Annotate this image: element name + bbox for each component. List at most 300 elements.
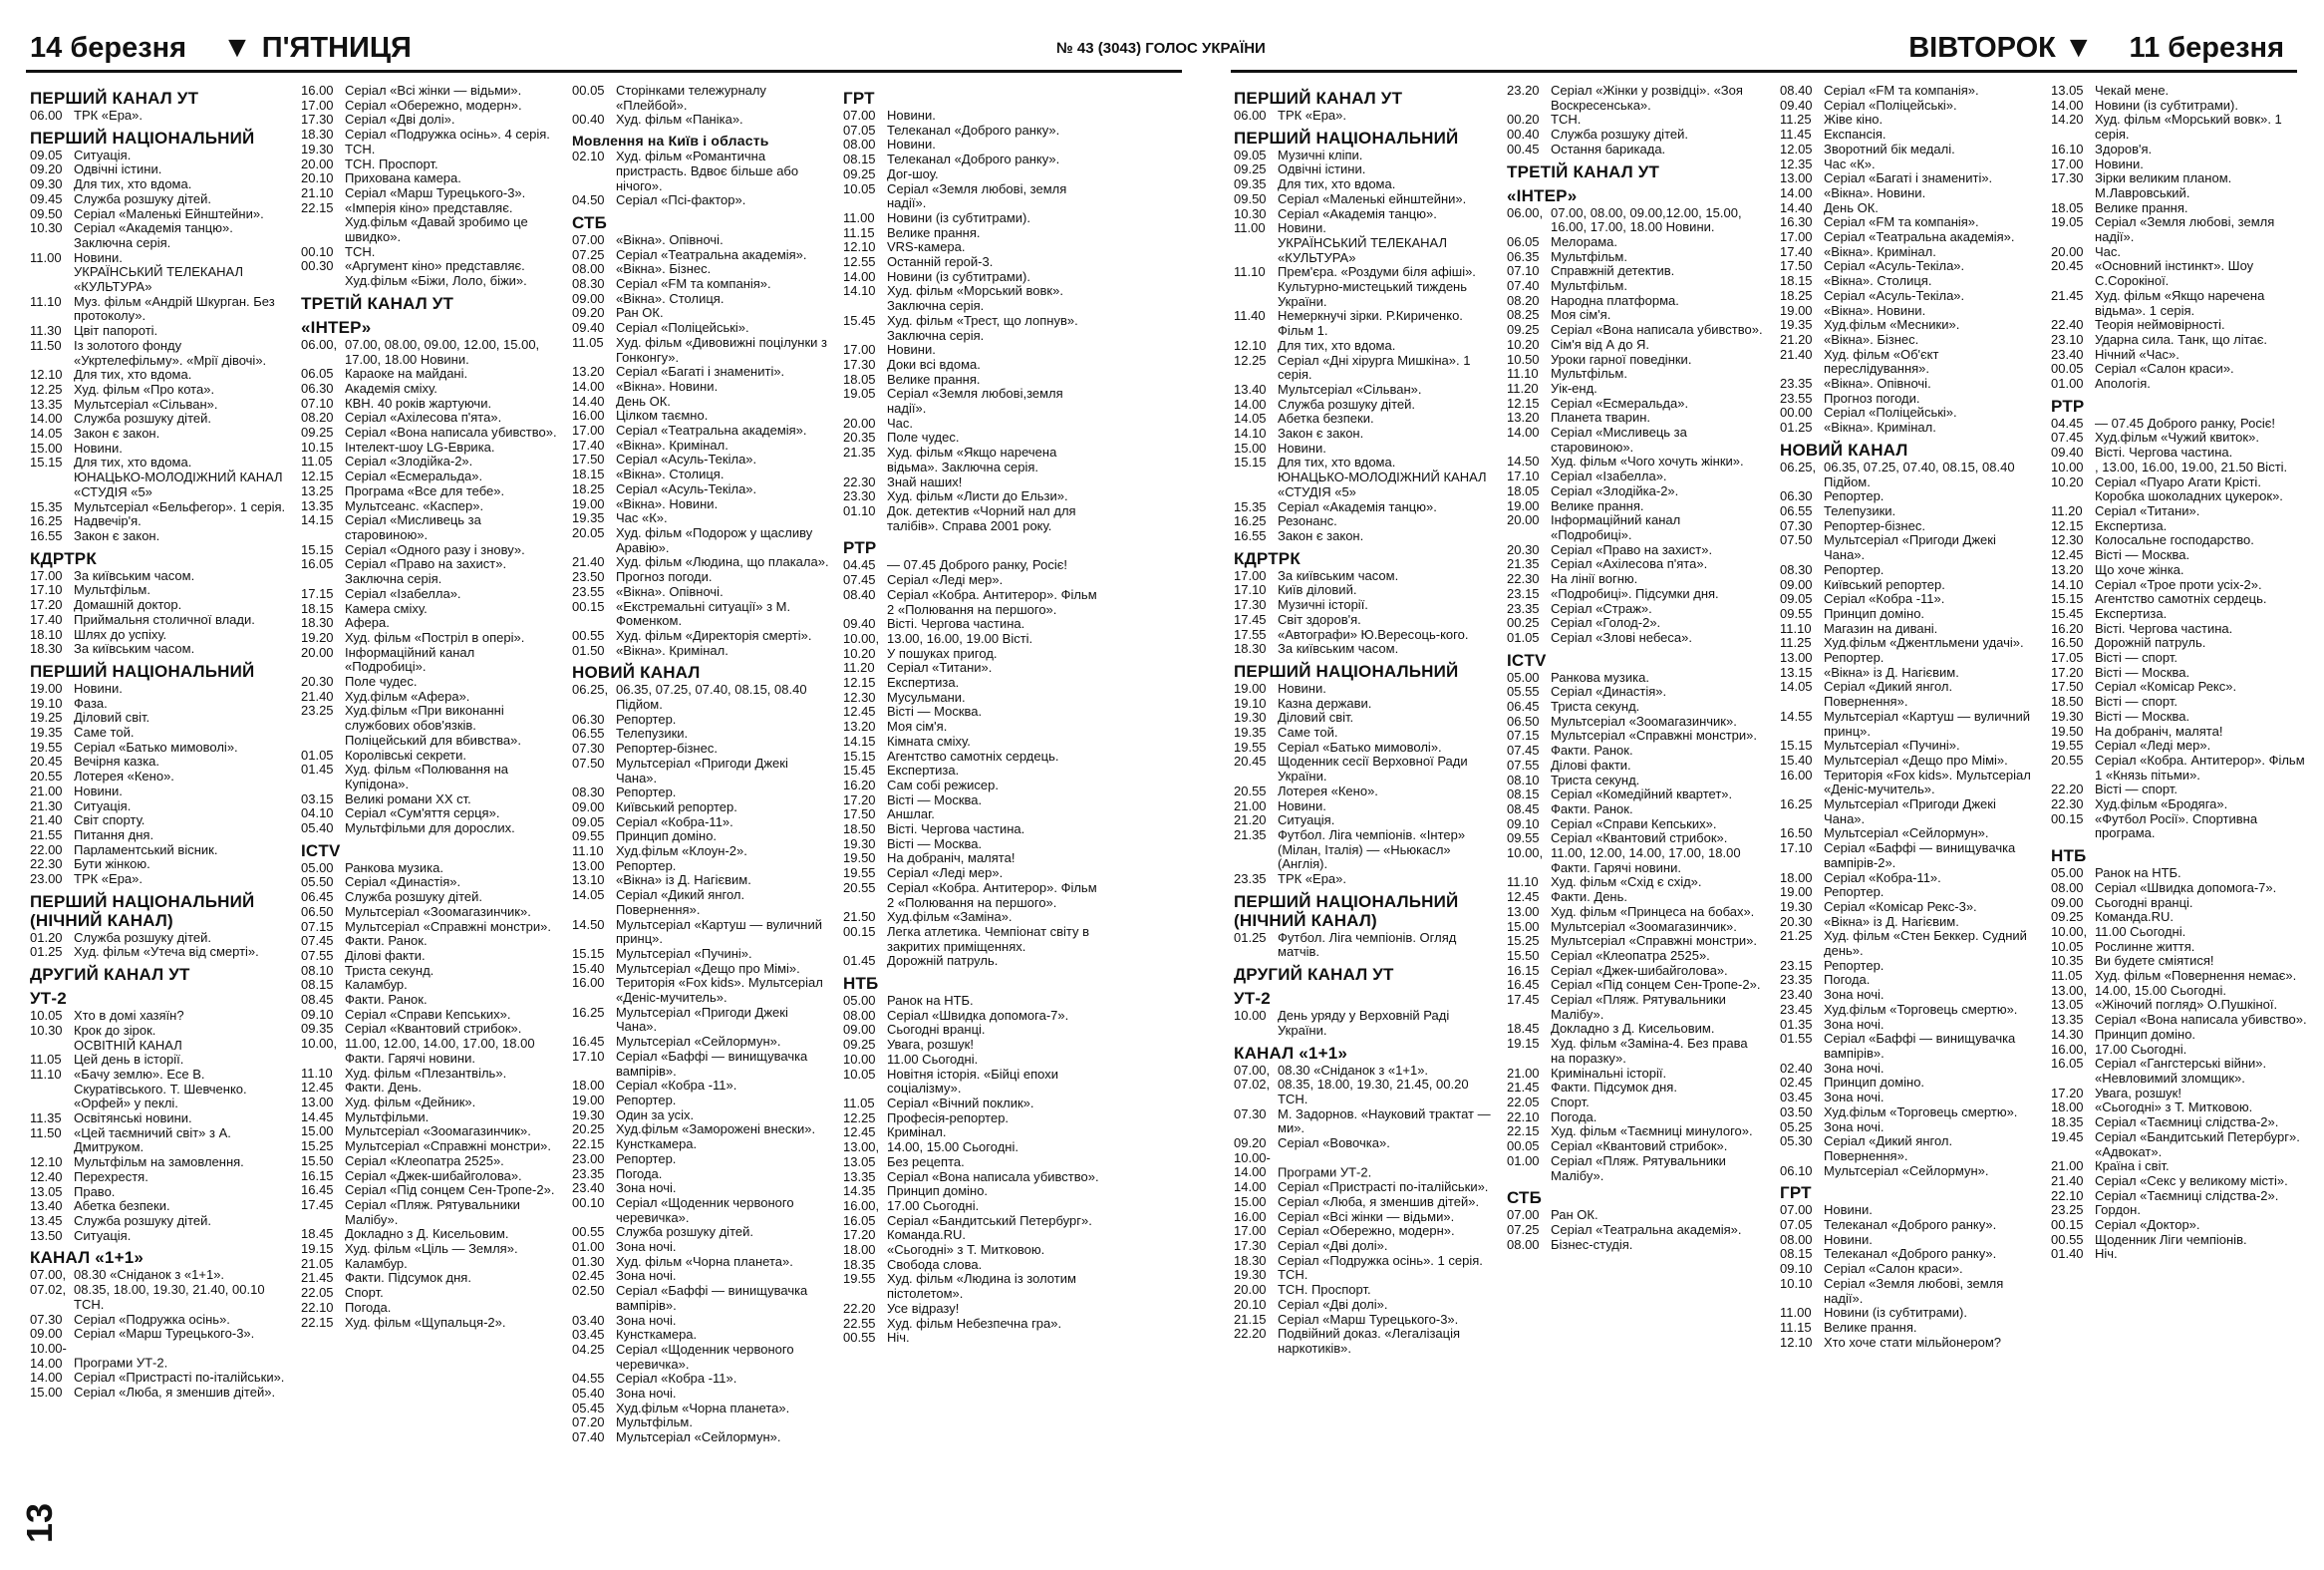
program-title: Хто в домі хазяїн? [74, 1008, 184, 1024]
program-title: Худ. фільм «Стен Беккер. Судний день». [1824, 928, 2027, 959]
program-time: 12.25 [843, 1109, 876, 1125]
program-entry [1507, 831, 1764, 846]
program-time: 19.35 [30, 725, 63, 741]
program-title: Дорожній патруль. [887, 953, 999, 969]
program-time: 10.30 [30, 220, 63, 236]
program-entry [2051, 563, 2308, 578]
program-time: 05.00 [843, 993, 876, 1009]
right-day: ВІВТОРОК [1908, 31, 2056, 64]
program-title: Для тих, хто вдома. [74, 367, 192, 383]
program-entry [1234, 583, 1491, 598]
program-entry [572, 262, 829, 277]
program-title: Мультсеріал «Справжні монстри». [345, 918, 552, 934]
program-time: 01.05 [301, 747, 334, 763]
program-time: 06.10 [1780, 1162, 1813, 1178]
program-time: 07.05 [843, 122, 876, 138]
program-entry [301, 806, 558, 821]
program-entry [843, 109, 1100, 124]
program-title: Немеркнучі зірки. Р.Кириченко. Фільм 1. [1278, 308, 1463, 339]
program-title: «Вікна» із Д. Нагієвим. [1824, 664, 1959, 680]
program-entry [301, 171, 558, 186]
program-entry [1507, 729, 1764, 744]
program-title: Серіал «Право на захист». Заключна серія. [345, 556, 507, 587]
program-entry [1507, 411, 1764, 426]
program-entry [301, 949, 558, 964]
program-title: «Імперія кіно» представляє. Худ.фільм «Давай зробимо це швидко». [345, 199, 528, 245]
program-time: 23.40 [1780, 987, 1813, 1003]
program-title: Магазин на дивані. [1824, 620, 1938, 636]
program-entry [30, 221, 287, 250]
program-entry [30, 412, 287, 427]
program-title: Серіал «Джек-шибайголова». [345, 1167, 522, 1183]
program-entry [1507, 1110, 1764, 1125]
program-title: Серіал «Пуаро Агати Крісті. Коробка шоколадних цукерок». [2095, 473, 2283, 504]
program-entry [2051, 797, 2308, 812]
program-title: Мультсеріал «Сільван». [1278, 381, 1422, 397]
program-time: 21.10 [301, 184, 334, 200]
program-title: Серіал «Пристрасті по-італійськи». [1278, 1179, 1489, 1195]
program-entry [1234, 828, 1491, 872]
program-title: Музичні історії. [1278, 597, 1368, 613]
program-time: 12.45 [301, 1080, 334, 1096]
program-title: «Вікна». Бізнес. [1824, 331, 1919, 347]
program-entry [572, 409, 829, 424]
program-title: Худ. фільм «Схід є схід». [1551, 874, 1702, 890]
program-entry [1780, 607, 2037, 622]
channel-heading: УТ-2 [1234, 989, 1271, 1009]
program-entry [1507, 715, 1764, 730]
program-time: 16.15 [1507, 962, 1540, 978]
program-time: 04.45 [843, 557, 876, 573]
program-entry [2051, 1174, 2308, 1189]
program-time: 13.00, [2051, 982, 2088, 998]
channel-heading: РТР [2051, 396, 2085, 416]
program-time: 12.55 [843, 254, 876, 270]
program-time: 10.05 [30, 1008, 63, 1024]
program-title: Мультсеріал «Пригоди Джекі Чана». [1824, 532, 1996, 563]
program-title: Вісті — спорт. [2095, 782, 2178, 797]
program-title: Погода. [345, 1299, 392, 1315]
program-title: Серіал «Академія танцю». Заключна серія. [74, 220, 233, 250]
channel-heading: НТБ [843, 974, 879, 994]
program-title: Територія «Fox kids». Мультсеріал «Деніс-мучитель». [1824, 767, 2031, 797]
program-title: Парламентський вісник. [74, 841, 218, 857]
program-title: Серіал «Вона написала убивство». [2095, 1012, 2307, 1028]
program-entry [30, 1009, 287, 1024]
program-entry [30, 368, 287, 383]
program-time: 01.10 [843, 502, 876, 518]
program-time: 13.05 [2051, 997, 2084, 1013]
program-entry [1780, 1003, 2037, 1018]
program-title: Триста секунд. [345, 962, 435, 978]
program-entry [30, 427, 287, 442]
program-title: КВН. 40 років жартуючи. [345, 395, 492, 411]
program-entry [30, 931, 287, 946]
program-time: 12.45 [843, 1124, 876, 1140]
program-entry [301, 1096, 558, 1110]
program-title: «Футбол Росії». Спортивна програма. [2095, 810, 2258, 841]
program-time: 17.50 [572, 452, 605, 468]
program-entry [1507, 1208, 1764, 1223]
program-title: Зона ночі. [1824, 1090, 1885, 1105]
program-title: Рослинне життя. [2095, 938, 2195, 954]
program-time: 17.00 [572, 423, 605, 439]
program-entry [1234, 755, 1491, 784]
program-title: Серіал «Салон краси». [1824, 1261, 1963, 1277]
program-entry [1234, 162, 1491, 177]
program-title: Кримінальні історії. [1551, 1065, 1667, 1081]
program-time: 10.50 [1507, 351, 1540, 367]
program-entry [1234, 799, 1491, 814]
program-entry [1507, 802, 1764, 817]
program-time: 14.40 [572, 393, 605, 409]
program-time: 23.10 [2051, 331, 2084, 347]
program-time: 13.20 [843, 719, 876, 735]
program-entry [1780, 533, 2037, 562]
program-time: 17.20 [2051, 1085, 2084, 1100]
program-title: Експертиза. [887, 763, 960, 779]
program-title: Телеканал «Доброго ранку». [1824, 1217, 1997, 1233]
program-entry [1234, 1009, 1491, 1038]
program-title: Резонанс. [1278, 513, 1337, 529]
program-time: 15.40 [1780, 752, 1813, 768]
program-entry [1234, 1254, 1491, 1269]
program-title: Мультсеріал «Пригоди Джекі Чана». [616, 755, 788, 785]
program-title: Ранок на НТБ. [887, 993, 974, 1009]
program-time: 17.50 [1780, 258, 1813, 274]
program-title: Серіал «Вона написала убивство». [887, 1168, 1099, 1184]
program-time: 14.00 [1780, 184, 1813, 200]
program-title: Мультфільм. [1551, 248, 1627, 264]
program-title: На добраніч, малята! [887, 850, 1016, 866]
program-time: 23.55 [1780, 390, 1813, 406]
program-entry [1234, 697, 1491, 712]
program-title: Служба розшуку дітей. [74, 190, 211, 206]
program-entry [1507, 484, 1764, 499]
program-entry [1780, 1277, 2037, 1306]
program-title: Серіал «Гангстерські війни». «Невловимий зломщик». [2095, 1056, 2267, 1086]
program-time: 11.05 [2051, 968, 2083, 984]
program-title: Мультсеріал «Бельфегор». 1 серія. [74, 498, 286, 514]
program-time: 09.10 [301, 1006, 334, 1022]
program-entry [1234, 726, 1491, 741]
program-entry [301, 245, 558, 260]
program-title: Репортер. [616, 711, 677, 727]
triangle-down-icon: ▼ [222, 31, 252, 64]
program-time: 06.05 [301, 366, 334, 382]
program-title: «Основний інстинкт». Шоу С.Сорокіної. [2095, 258, 2254, 289]
program-entry [301, 1271, 558, 1286]
program-entry [572, 497, 829, 512]
program-time: 11.00 [1234, 220, 1266, 236]
program-time: 09.00 [843, 1022, 876, 1038]
program-time: 14.00 [30, 411, 63, 427]
program-title: 08.30 «Сніданок з «1+1». [1278, 1062, 1429, 1078]
program-time: 18.30 [301, 127, 334, 143]
program-entry [1780, 988, 2037, 1003]
program-entry [1234, 471, 1491, 499]
program-time: 13.35 [30, 396, 63, 412]
program-time: 22.15 [301, 1314, 334, 1330]
program-entry [1780, 592, 2037, 607]
program-time: 19.55 [2051, 738, 2084, 754]
program-time: 19.55 [1234, 739, 1267, 755]
program-time: 08.00 [843, 137, 876, 153]
program-title: ТСН. [345, 243, 376, 259]
program-entry [301, 186, 558, 201]
program-entry [30, 770, 287, 785]
program-time: 00.20 [1507, 112, 1540, 128]
program-time: 18.30 [1234, 641, 1267, 657]
program-entry [843, 211, 1100, 226]
program-title: Серіал «Кобра-11». [1824, 869, 1941, 885]
program-time: 22.30 [2051, 796, 2084, 812]
program-title: Худ. фільм «Таємниці минулого». [1551, 1123, 1753, 1139]
program-entry [301, 646, 558, 675]
program-time: 16.45 [572, 1034, 605, 1050]
program-entry [1234, 412, 1491, 427]
channel-heading: ПЕРШИЙ НАЦІОНАЛЬНИЙ (НІЧНИЙ КАНАЛ) [1234, 891, 1459, 930]
program-title: Служба розшуку дітей. [74, 929, 211, 945]
program-time: 17.00 [1234, 1223, 1267, 1239]
program-title: Триста секунд. [1551, 699, 1640, 715]
channel-heading: НОВИЙ КАНАЛ [1780, 440, 1908, 460]
program-entry [572, 1035, 829, 1050]
program-entry [1234, 309, 1491, 338]
channel-heading: СТБ [1507, 1188, 1543, 1208]
program-time: 16.55 [30, 527, 63, 543]
program-entry [2051, 377, 2308, 392]
program-title: Мультсеріал «Сейлормун». [1824, 1162, 1989, 1178]
program-time: 04.25 [572, 1341, 605, 1357]
program-title: Серіал «Право на захист». [1551, 541, 1713, 557]
program-title: Серіал «Пляж. Рятувальники Малібу». [345, 1196, 520, 1227]
program-time: 23.00 [572, 1150, 605, 1166]
program-title: Мультфільм. [616, 1414, 693, 1430]
program-entry [2051, 245, 2308, 260]
program-entry [843, 124, 1100, 139]
program-entry [1234, 1268, 1491, 1283]
program-time: 09.20 [1234, 1135, 1267, 1151]
program-time: 00.15 [2051, 1217, 2084, 1233]
program-time: 12.40 [30, 1168, 63, 1184]
channel-heading: ТРЕТІЙ КАНАЛ УТ [301, 293, 454, 313]
program-entry [301, 84, 558, 99]
program-time: 16.05 [843, 1212, 876, 1228]
program-title: , 13.00, 16.00, 19.00, 21.50 Вісті. [2095, 459, 2288, 474]
program-title: Серіал «Династія». [345, 874, 461, 890]
program-title: Принцип доміно. [887, 1183, 989, 1199]
program-entry [572, 336, 829, 365]
program-entry [572, 1314, 829, 1329]
program-time: 23.35 [1780, 376, 1813, 392]
channel-heading: НОВИЙ КАНАЛ [572, 663, 701, 683]
program-title: Серіал «Кобра. Антитерор». Фільм 2 «Полювання на першого». [887, 586, 1097, 617]
program-entry [1780, 84, 2037, 99]
program-title: «Вікна». Новини. [616, 378, 719, 394]
program-title: Ділові факти. [345, 947, 426, 963]
program-title: Подвійний доказ. «Легалізація наркотиків». [1278, 1326, 1461, 1356]
program-title: Серіал «Ахілесова п'ята». [1551, 556, 1708, 572]
program-time: 12.10 [30, 367, 63, 383]
program-title: Серіал «Подружка осінь». [74, 1311, 230, 1327]
program-time: 03.15 [301, 790, 334, 806]
program-entry [301, 128, 558, 143]
program-entry [572, 1122, 829, 1137]
program-entry [572, 713, 829, 728]
program-title: Худ. фільм «Постріл в опері». [345, 629, 525, 645]
program-entry [572, 468, 829, 482]
program-entry [301, 1139, 558, 1154]
program-title: Футбол. Ліга чемпіонів. «Інтер» (Мілан, Італія) — «Ньюкасл» (Англія). [1278, 826, 1466, 872]
program-entry [1507, 84, 1764, 113]
program-entry [572, 439, 829, 454]
program-title: Дог-шоу. [887, 165, 939, 181]
program-title: Королівські секрети. [345, 747, 466, 763]
program-time: 09.10 [1780, 1261, 1813, 1277]
program-time: 17.50 [843, 806, 876, 822]
program-title: Серіал «Пляж. Рятувальники Малібу». [1551, 1152, 1726, 1183]
program-entry [843, 314, 1100, 343]
program-title: Серіал «Швидка допомога-7». [2095, 879, 2277, 895]
program-time: 19.05 [843, 386, 876, 402]
program-entry [2051, 113, 2308, 142]
program-title: Серіал «Асуль-Текіла». [616, 480, 757, 496]
program-title: Серіал «Під сонцем Сен-Тропе-2». [1551, 977, 1761, 993]
program-title: Мультсеріал «Сільван». [74, 396, 218, 412]
program-time: 16.00 [1234, 1208, 1267, 1224]
program-entry [843, 417, 1100, 432]
program-time: 13.20 [1507, 410, 1540, 426]
program-entry [301, 1198, 558, 1227]
program-time: 10.00, [1507, 845, 1544, 861]
program-title: Мультсеріал «Пучині». [616, 945, 752, 961]
program-entry [30, 1214, 287, 1229]
program-entry [843, 387, 1100, 416]
program-title: Мультфільм на замовлення. [74, 1154, 244, 1170]
program-time: 07.00 [572, 231, 605, 247]
program-title: «Сьогодні» з Т. Митковою. [2095, 1099, 2253, 1115]
program-title: Серіал «Злодійка-2». [1551, 482, 1679, 498]
program-entry [2051, 754, 2308, 783]
program-time: 13.05 [843, 1153, 876, 1169]
program-entry [572, 380, 829, 395]
program-entry [1780, 1247, 2037, 1262]
program-entry [1234, 711, 1491, 726]
program-title: Серіал «Баффі — винищувачка вампірів». [616, 1283, 808, 1313]
program-entry [1507, 1037, 1764, 1066]
program-entry [1234, 628, 1491, 643]
program-time: 17.50 [2051, 679, 2084, 695]
program-title: Інтелект-шоу LG-Еврика. [345, 439, 495, 455]
program-time: 14.50 [572, 916, 605, 932]
program-entry [2051, 1130, 2308, 1159]
program-title: ОСВІТНІЙ КАНАЛ [74, 1037, 182, 1053]
program-entry [30, 514, 287, 529]
program-time: 07.00 [843, 108, 876, 123]
program-time: 07.55 [1507, 757, 1540, 773]
program-entry [301, 513, 558, 542]
program-title: Серіал «Титани». [2095, 502, 2200, 518]
program-title: Прогноз погоди. [616, 569, 713, 585]
program-title: «Сьогодні» з Т. Митковою. [887, 1242, 1045, 1258]
program-title: 08.30 «Сніданок з «1+1». [74, 1267, 225, 1283]
program-title: Інформаційний канал «Подробиці». [1551, 512, 1681, 542]
program-time: 11.05 [30, 1052, 62, 1068]
program-title: Прогноз погоди. [1824, 390, 1920, 406]
program-entry [572, 1079, 829, 1094]
program-title: Програми УТ-2. [74, 1355, 168, 1371]
program-time: 17.10 [1780, 840, 1813, 856]
program-time: 08.40 [843, 586, 876, 602]
program-title: «Вікна» із Д. Нагієвим. [1824, 913, 1959, 929]
program-time: 23.40 [2051, 346, 2084, 362]
program-time: 17.45 [1234, 611, 1267, 627]
program-time: 08.15 [301, 977, 334, 993]
program-title: Уік-енд. [1551, 380, 1598, 396]
program-time: 11.00 [30, 249, 62, 265]
program-title: Серіал «Всі жінки — відьми». [1278, 1208, 1455, 1224]
program-title: Питання дня. [74, 826, 154, 842]
program-title: Факти. Ранок. [345, 992, 428, 1008]
program-title: Ранок на НТБ. [2095, 865, 2181, 881]
program-time: 22.20 [2051, 782, 2084, 797]
program-title: Зона ночі. [1824, 1016, 1885, 1032]
program-title: Серіал «Дві долі». [1278, 1296, 1388, 1312]
program-entry [1234, 442, 1491, 457]
program-time: 19.30 [2051, 708, 2084, 724]
program-time: 18.00 [2051, 1099, 2084, 1115]
program-time: 19.15 [301, 1241, 334, 1257]
program-entry [1780, 1120, 2037, 1135]
program-entry [301, 1183, 558, 1198]
program-title: Ніч. [887, 1330, 910, 1346]
program-time: 18.00 [572, 1078, 605, 1094]
program-title: Ударна сила. Танк, що літає. [2095, 331, 2267, 347]
program-title: Серіал «Дні хірурга Мишкіна». 1 серія. [1278, 352, 1471, 383]
program-time: 12.15 [843, 675, 876, 691]
program-entry [843, 647, 1100, 662]
program-entry [30, 1111, 287, 1126]
program-time: 06.55 [572, 726, 605, 742]
program-entry [30, 456, 287, 471]
program-entry [30, 1199, 287, 1214]
program-time: 09.35 [301, 1021, 334, 1037]
program-entry [843, 358, 1100, 373]
program-entry [301, 1154, 558, 1169]
program-entry [1780, 651, 2037, 666]
program-time: 18.25 [572, 480, 605, 496]
program-entry [1507, 113, 1764, 128]
program-entry [1234, 872, 1491, 887]
program-entry [1507, 397, 1764, 412]
program-title: Серіал «Академія танцю». [1278, 205, 1437, 221]
program-time: 10.00, [2051, 923, 2088, 939]
program-entry [30, 598, 287, 613]
program-title: Худ. фільм «Морський вовк». 1 серія. [2095, 112, 2282, 143]
program-title: Серіал «Поліцейські». [1824, 97, 1957, 113]
program-title: Київ діловий. [1278, 582, 1357, 598]
program-title: Інформаційний канал «Подробиці». [345, 644, 475, 675]
program-entry [1507, 978, 1764, 993]
program-entry [572, 1006, 829, 1035]
program-entry [1507, 602, 1764, 617]
program-entry [1234, 236, 1491, 265]
program-entry [301, 602, 558, 617]
program-entry [301, 470, 558, 484]
program-entry [843, 910, 1100, 925]
program-time: 10.20 [843, 645, 876, 661]
